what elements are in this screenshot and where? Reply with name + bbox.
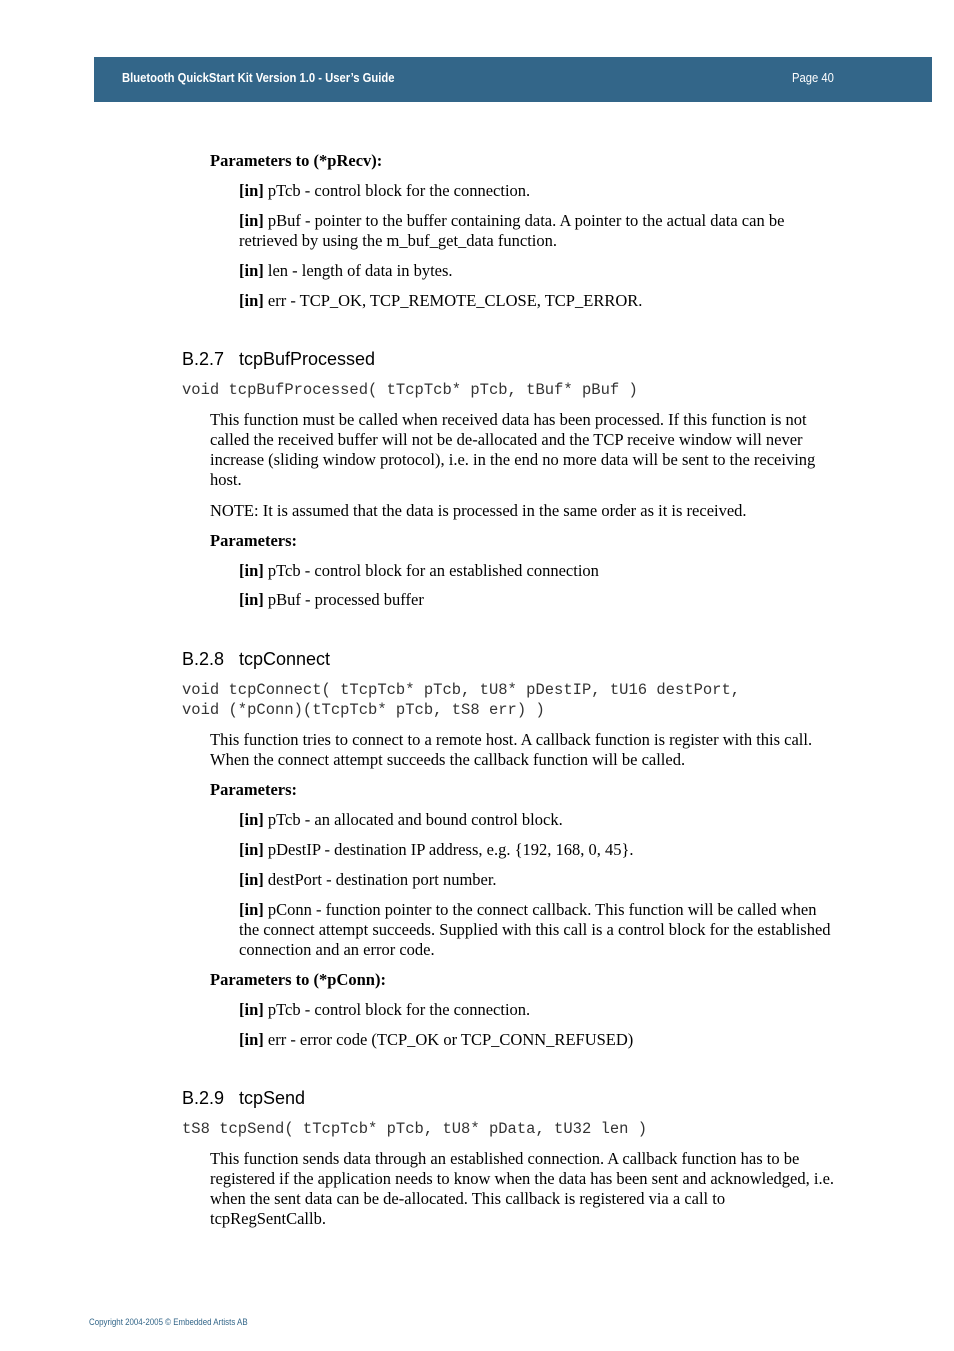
param-direction: [in] (239, 561, 264, 580)
param-text: pConn - function pointer to the connect callback. This function will be called when the connect attempt succeeds. Supplied with this call is a control block for the established connection and an error code. (239, 900, 831, 959)
param-text: pTcb - an allocated and bound control block. (267, 810, 563, 829)
section-heading (182, 348, 375, 370)
function-description: This function tries to connect to a remote host. A callback function is register with this call. When the connect attempt succeeds the callback function will be called. (210, 730, 813, 769)
section-name: tcpConnect (239, 649, 331, 669)
section-name: tcpSend (239, 1088, 306, 1108)
param-text: destPort - destination port number. (267, 870, 497, 889)
recv-param-item (239, 291, 642, 311)
page-number: Page 40 (792, 71, 834, 85)
param-item (239, 590, 424, 610)
section-heading (182, 648, 330, 670)
function-description: This function must be called when received data has been processed. If this function is not called the received buffer will not be de-allocated and the TCP receive window will never increase (sliding window protocol), i.e. in the end no more data will be sent to the receiving host. (210, 410, 816, 489)
param-item (239, 870, 497, 890)
param-direction: [in] (239, 1000, 264, 1019)
section-heading (182, 1087, 305, 1109)
param-direction: [in] (239, 261, 264, 280)
param-direction: [in] (239, 900, 264, 919)
section-number: B.2.8 (182, 649, 225, 669)
param-direction: [in] (239, 810, 264, 829)
param-text: pTcb - control block for the connection. (267, 181, 531, 200)
param-text: pBuf - pointer to the buffer containing data. A pointer to the actual data can be retrieved by using the m_buf_get_data function. (239, 211, 785, 250)
page-header (94, 57, 932, 102)
param-text: pTcb - control block for the connection. (267, 1000, 531, 1019)
param-direction: [in] (239, 181, 264, 200)
conn-param-item (239, 1030, 633, 1050)
param-item (239, 810, 563, 830)
recv-params-heading: Parameters to (*pRecv): (210, 151, 383, 170)
param-item (239, 840, 634, 860)
recv-param-item (239, 211, 839, 251)
param-item (239, 900, 839, 960)
param-direction: [in] (239, 1030, 264, 1049)
param-text: pBuf - processed buffer (267, 590, 424, 609)
param-text: err - TCP_OK, TCP_REMOTE_CLOSE, TCP_ERROR. (267, 291, 643, 310)
function-signature: void tcpBufProcessed( tTcpTcb* pTcb, tBuf* pBuf ) (182, 381, 638, 399)
function-description: This function sends data through an established connection. A callback function has to be registered if the application needs to know when the data has been sent and acknowledged, i.e. when the sent data can be de-allocated. This callback is registered via a call to tcpRegSentCallb. (210, 1149, 835, 1228)
recv-param-item (239, 181, 530, 201)
params-heading: Parameters: (210, 780, 298, 799)
param-direction: [in] (239, 590, 264, 609)
section-number: B.2.7 (182, 349, 225, 369)
param-text: err - error code (TCP_OK or TCP_CONN_REFUSED) (267, 1030, 634, 1049)
function-signature-line: void tcpConnect( tTcpTcb* pTcb, tU8* pDestIP, tU16 destPort, (182, 681, 741, 699)
param-direction: [in] (239, 211, 264, 230)
params-heading: Parameters: (210, 531, 298, 550)
param-direction: [in] (239, 840, 264, 859)
conn-params-heading: Parameters to (*pConn): (210, 970, 386, 989)
section-number: B.2.9 (182, 1088, 225, 1108)
function-signature: tS8 tcpSend( tTcpTcb* pTcb, tU8* pData, tU32 len ) (182, 1120, 648, 1138)
function-note: NOTE: It is assumed that the data is processed in the same order as it is received. (210, 501, 747, 520)
param-direction: [in] (239, 870, 264, 889)
recv-param-item (239, 261, 453, 281)
section-name: tcpBufProcessed (239, 349, 376, 369)
param-text: len - length of data in bytes. (267, 261, 453, 280)
param-text: pTcb - control block for an established connection (267, 561, 599, 580)
param-text: pDestIP - destination IP address, e.g. {192, 168, 0, 45}. (267, 840, 634, 859)
function-signature-line: void (*pConn)(tTcpTcb* pTcb, tS8 err) ) (182, 701, 545, 719)
param-item (239, 561, 599, 581)
copyright-footer: Copyright 2004-2005 © Embedded Artists AB (89, 1317, 248, 1327)
document-title: Bluetooth QuickStart Kit Version 1.0 - User’s Guide (122, 71, 395, 85)
conn-param-item (239, 1000, 530, 1020)
param-direction: [in] (239, 291, 264, 310)
